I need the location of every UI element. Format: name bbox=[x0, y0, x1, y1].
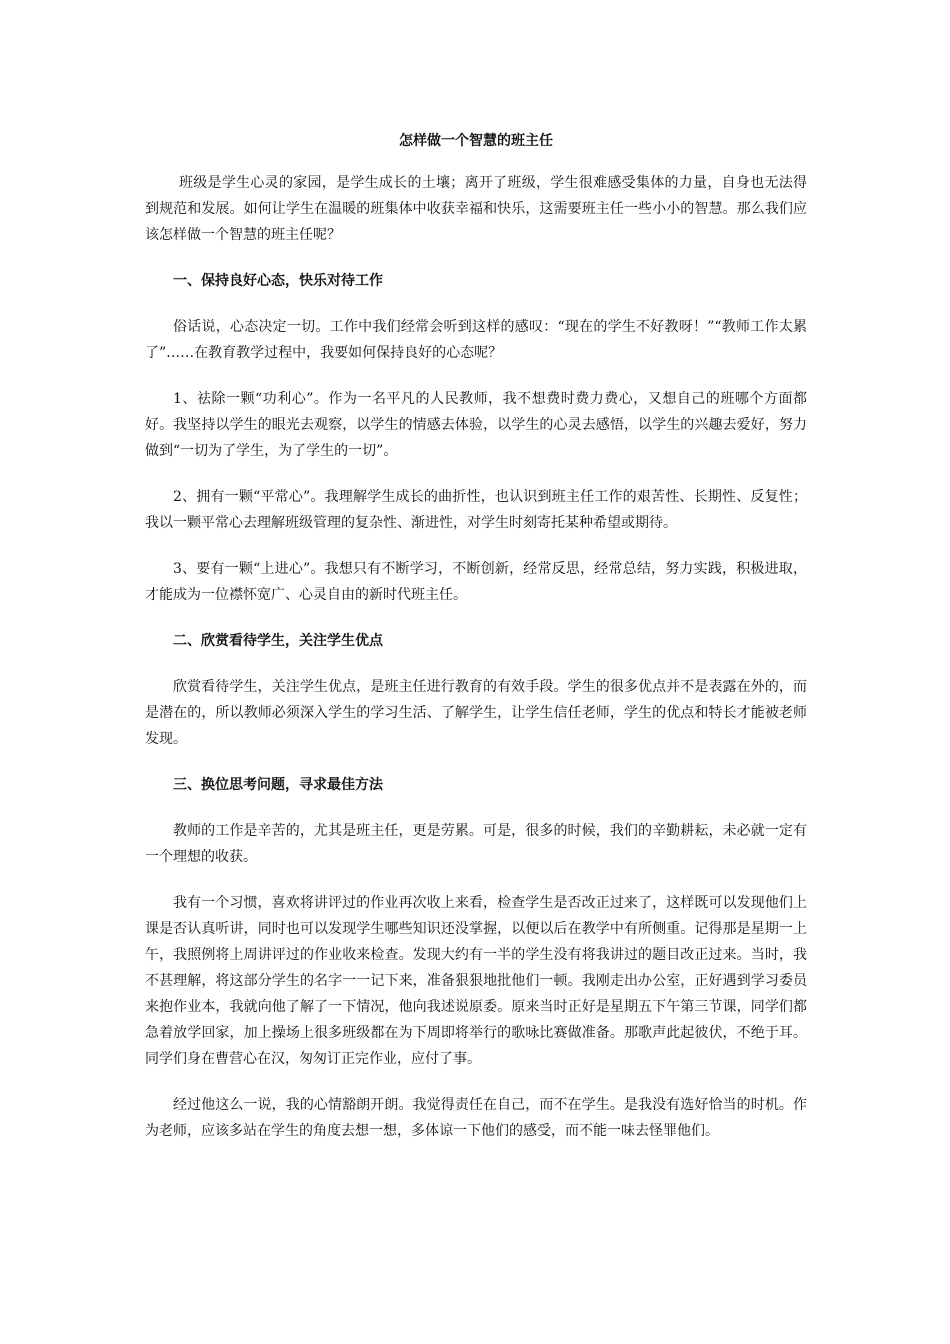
section1-paragraph-3: 2、拥有一颗“平常心”。我理解学生成长的曲折性，也认识到班主任工作的艰苦性、长期性、反复性；我以一颗平常心去理解班级管理的复杂性、渐进性，对学生时刻寄托某种希望或期待。 bbox=[145, 489, 807, 531]
section1-paragraph-2: 1、祛除一颗“功利心”。作为一名平凡的人民教师，我不想费时费力费心，又想自己的班哪个方面都好。我坚持以学生的眼光去观察，以学生的情感去体验，以学生的心灵去感悟，以学生的兴趣去爱好，努力做到“一切为了学生，为了学生的一切”。 bbox=[145, 391, 807, 459]
document-title: 怎样做一个智慧的班主任 bbox=[399, 133, 553, 149]
intro-paragraph: 班级是学生心灵的家园，是学生成长的土壤；离开了班级，学生很难感受集体的力量，自身也无法得到规范和发展。如何让学生在温暖的班集体中收获幸福和快乐，这需要班主任一些小小的智慧。那么我们应该怎样做一个智慧的班主任呢？ bbox=[145, 175, 807, 243]
section3-paragraph-2: 我有一个习惯，喜欢将讲评过的作业再次收上来看，检查学生是否改正过来了，这样既可以发现他们上课是否认真听讲，同时也可以发现学生哪些知识还没掌握，以便以后在教学中有所侧重。记得那是星期一上午，我照例将上周讲评过的作业收来检查。发现大约有一半的学生没有将我讲过的题目改正过来。当时，我不甚理解，将这部分学生的名字一一记下来，准备狠狠地批他们一顿。我刚走出办公室，正好遇到学习委员来抱作业本，我就向他了解了一下情况，他向我述说原委。原来当时正好是星期五下午第三节课，同学们都急着放学回家，加上操场上很多班级都在为下周即将举行的歌咏比赛做准备。那歌声此起彼伏，不绝于耳。同学们身在曹营心在汉，匆匆订正完作业，应付了事。 bbox=[145, 895, 807, 1067]
section1-paragraph-4: 3、要有一颗“上进心”。我想只有不断学习，不断创新，经常反思，经常总结，努力实践，积极进取，才能成为一位襟怀宽广、心灵自由的新时代班主任。 bbox=[145, 561, 807, 603]
section3-paragraph-3: 经过他这么一说，我的心情豁朗开朗。我觉得责任在自己，而不在学生。是我没有选好恰当的时机。作为老师，应该多站在学生的角度去想一想，多体谅一下他们的感受，而不能一味去怪罪他们。 bbox=[145, 1097, 807, 1139]
section-heading-1: 一、保持良好心态，快乐对待工作 bbox=[173, 273, 383, 289]
section-heading-2: 二、欣赏看待学生，关注学生优点 bbox=[173, 633, 383, 649]
section1-paragraph-1: 俗话说，心态决定一切。工作中我们经常会听到这样的感叹：“现在的学生不好教呀！”“教师工作太累了”……在教育教学过程中，我要如何保持良好的心态呢？ bbox=[145, 319, 807, 361]
section-heading-3: 三、换位思考问题，寻求最佳方法 bbox=[173, 777, 383, 793]
document-page bbox=[145, 128, 807, 1164]
section2-paragraph-1: 欣赏看待学生，关注学生优点，是班主任进行教育的有效手段。学生的很多优点并不是表露在外的，而是潜在的，所以教师必须深入学生的学习生活、了解学生，让学生信任老师，学生的优点和特长才能被老师发现。 bbox=[145, 679, 807, 747]
section3-paragraph-1: 教师的工作是辛苦的，尤其是班主任，更是劳累。可是，很多的时候，我们的辛勤耕耘，未必就一定有一个理想的收获。 bbox=[145, 823, 807, 865]
